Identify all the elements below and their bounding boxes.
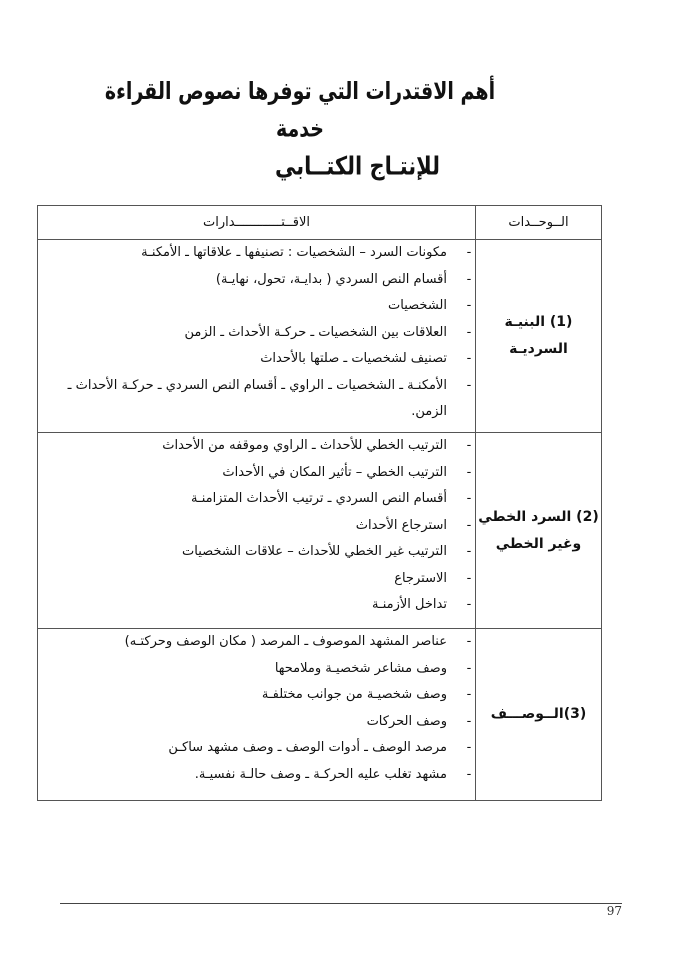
item-text: استرجاع الأحداث: [355, 517, 447, 533]
bullet-dash: -: [466, 544, 472, 559]
item-text: الأمكنـة ـ الشخصيات ـ الراوي ـ أقسام النص السردي ـ حركـة الأحداث ـ الزمن.: [67, 377, 447, 419]
bullet-dash: -: [466, 324, 472, 340]
item-text: عناصر المشهد الموصوف ـ المرصد ( مكان الوصف وحركتـه): [124, 634, 447, 649]
table-row: [38, 433, 602, 629]
list-item: [38, 513, 475, 540]
list-item: [38, 346, 475, 373]
list-item: [38, 267, 475, 294]
item-text: وصف مشاعر شخصيـة وملامحها: [274, 660, 447, 676]
document-title: [80, 77, 520, 184]
header-units: الــوحــدات: [476, 206, 602, 240]
list-item: [38, 762, 475, 789]
bullet-dash: -: [466, 491, 472, 506]
bullet-dash: -: [466, 740, 472, 755]
item-text: الترتيب غير الخطي للأحداث – علاقات الشخصيات: [182, 544, 447, 559]
bullet-dash: -: [466, 245, 472, 260]
list-item: [38, 486, 475, 513]
list-item: [38, 460, 475, 487]
bullet-dash: -: [466, 377, 472, 393]
list-item: [38, 682, 475, 709]
capabilities-cell: [38, 629, 476, 801]
bullet-dash: -: [466, 660, 472, 676]
item-text: تصنيف لشخصيات ـ صلتها بالأحداث: [260, 351, 447, 366]
list-item: [38, 566, 475, 593]
item-text: وصف شخصيـة من جوانب مختلفـة: [261, 687, 447, 702]
list-item: [38, 592, 475, 619]
bullet-dash: -: [466, 687, 472, 702]
list-item: [38, 735, 475, 762]
list-item: [38, 320, 475, 347]
capabilities-table: [37, 205, 602, 801]
item-text: أقسام النص السردي ـ ترتيب الأحداث المتزامنـة: [190, 491, 447, 506]
bullet-dash: -: [466, 597, 472, 612]
unit-description: (3)الــوصـــف: [476, 629, 602, 801]
item-text: مكونات السرد – الشخصيات : تصنيفها ـ علاقاتها ـ الأمكنـة: [141, 245, 447, 260]
item-text: الترتيب الخطي للأحداث ـ الراوي وموقفه من الأحداث: [162, 438, 447, 453]
bullet-dash: -: [466, 713, 472, 729]
title-line-2: للإنتـاج الكتــابي: [274, 151, 440, 181]
bullet-dash: -: [466, 766, 472, 782]
unit-narrative-structure: (1) البنيـة السرديـة: [476, 240, 602, 433]
page-number: 97: [606, 904, 622, 918]
list-item: [38, 373, 475, 426]
footer-divider: [60, 903, 622, 904]
capabilities-list: [38, 433, 475, 619]
bullet-dash: -: [466, 298, 472, 313]
capabilities-cell: [38, 433, 476, 629]
list-item: [38, 433, 475, 460]
list-item: [38, 656, 475, 683]
item-text: مرصد الوصف ـ أدوات الوصف ـ وصف مشهد ساكـن: [168, 740, 447, 755]
capabilities-list: [38, 629, 475, 788]
title-line-1: أهم الاقتدرات التي توفرها نصوص القراءة خدمة: [104, 77, 496, 143]
table-row: [38, 629, 602, 801]
list-item: [38, 539, 475, 566]
item-text: الترتيب الخطي – تأثير المكان في الأحداث: [222, 464, 447, 480]
item-text: العلاقات بين الشخصيات ـ حركـة الأحداث ـ الزمن: [184, 324, 447, 340]
header-capabilities: الاقــتــــــــــــدارات: [38, 206, 476, 240]
item-text: تداخل الأزمنـة: [371, 597, 447, 612]
list-item: [38, 240, 475, 267]
bullet-dash: -: [466, 464, 472, 480]
item-text: مشهد تغلب عليه الحركـة ـ وصف حالـة نفسيـة.: [194, 766, 447, 782]
item-text: وصف الحركات: [366, 713, 447, 729]
bullet-dash: -: [466, 271, 472, 287]
bullet-dash: -: [466, 570, 472, 586]
table-header-row: [38, 206, 602, 240]
bullet-dash: -: [466, 634, 472, 649]
capabilities-cell: [38, 240, 476, 433]
item-text: أقسام النص السردي ( بدايـة، تحول، نهايـة): [215, 271, 447, 287]
item-text: الاسترجاع: [394, 570, 447, 586]
capabilities-list: [38, 240, 475, 426]
bullet-dash: -: [466, 351, 472, 366]
bullet-dash: -: [466, 438, 472, 453]
unit-linear-nonlinear-narration: (2) السرد الخطي وغير الخطي: [476, 433, 602, 629]
list-item: [38, 629, 475, 656]
item-text: الشخصيات: [388, 298, 447, 313]
table-row: [38, 240, 602, 433]
list-item: [38, 709, 475, 736]
bullet-dash: -: [466, 517, 472, 533]
list-item: [38, 293, 475, 320]
